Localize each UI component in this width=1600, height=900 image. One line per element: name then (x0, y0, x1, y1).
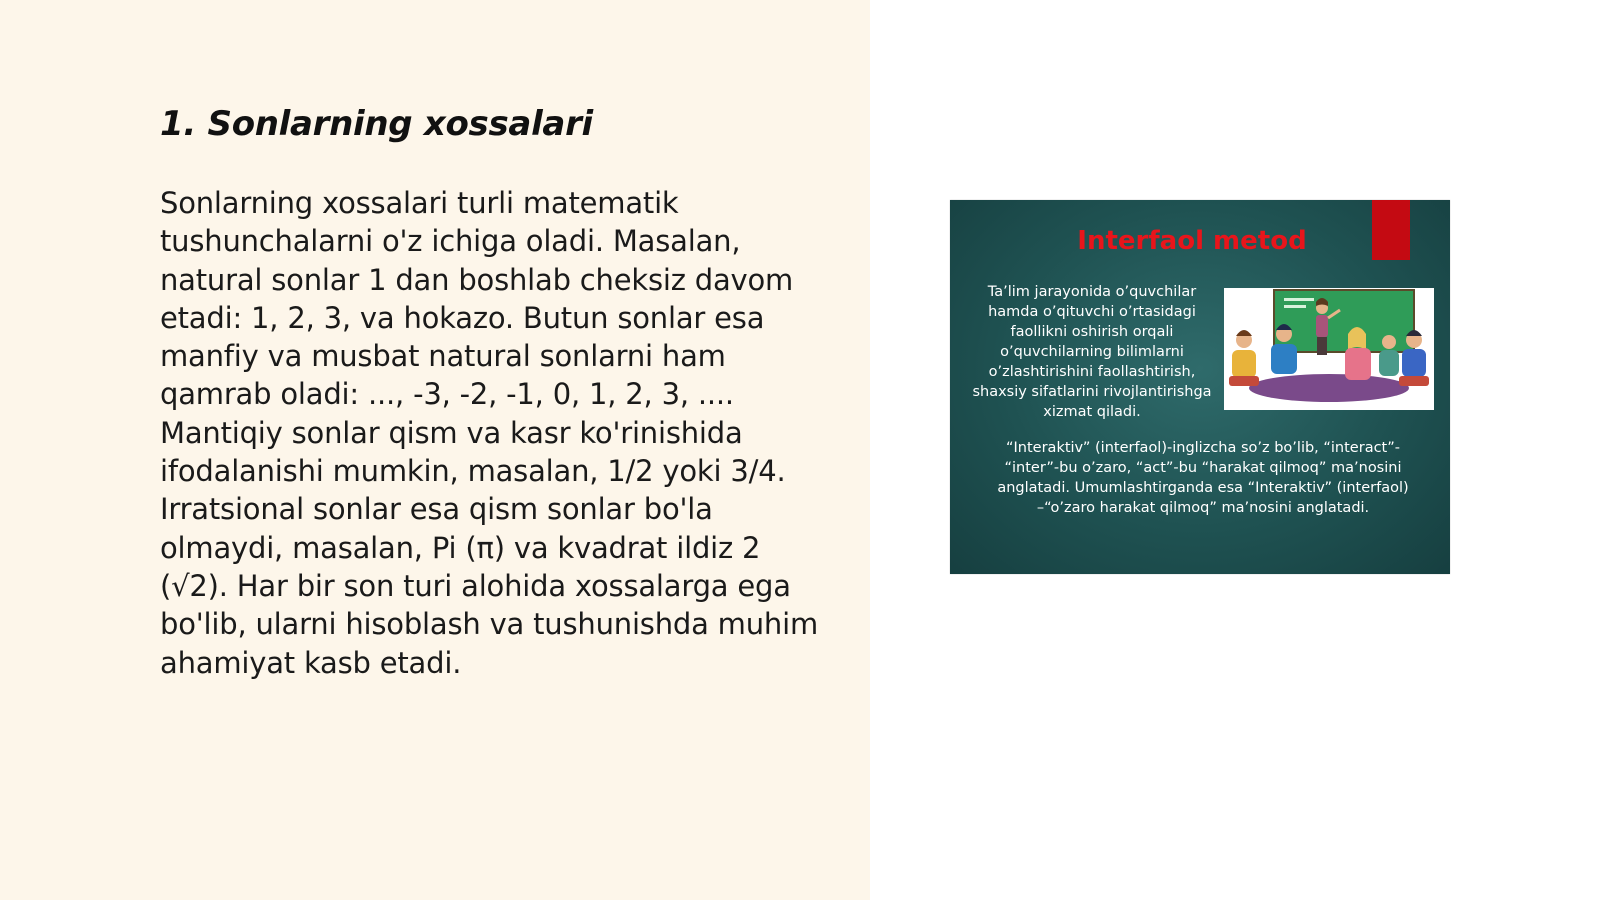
classroom-illustration-icon (1224, 288, 1434, 410)
slide-title: 1. Sonlarning xossalari (160, 104, 593, 144)
picture-title: Interfaol metod (1077, 226, 1307, 256)
slide-body-text: Sonlarning xossalari turli matematik tushunchalarni o'z ichiga oladi. Masalan, natural sonlar 1 dan boshlab cheksiz davom etadi: 1, 2, 3, va hokazo. Butun sonlar esa manfiy va musbat natural sonlarni ham qamrab oladi: ..., -3, -2, -1, 0, 1, 2, 3, .... Mantiqiy sonlar qism va kasr ko'rinishida ifodalanishi mumkin, masalan, 1/2 yoki 3/4. Irratsional sonlar esa qism sonlar bo'la olmaydi, masalan, Pi (π) va kvadrat ildiz 2 (√2). Har bir son turi alohida xossalarga ega bo'lib, ularni hisoblash va tushunishda muhim ahamiyat kasb etadi. (160, 186, 819, 680)
picture-text-left: Ta’lim jarayonida o’quvchilar hamda o’qituvchi o’rtasidagi faollikni oshirish orqali o’quvchilarning bilimlarni o’zlashtirishini faollashtirish, shaxsiy sifatlarini rivojlantirishga xizmat qiladi. (972, 284, 1212, 420)
picture-text-bottom: “Interaktiv” (interfaol)-inglizcha so’z bo’lib, “interact”- “inter”-bu o’zaro, “act”-bu “harakat qilmoq” ma’nosini anglatadi. Umumlashtirganda esa “Interaktiv” (interfaol) –“o’zaro harakat qilmoq” ma’nosini anglatadi. (997, 440, 1409, 516)
classroom-illustration (1224, 288, 1434, 410)
interfaol-metod-picture (950, 200, 1450, 574)
